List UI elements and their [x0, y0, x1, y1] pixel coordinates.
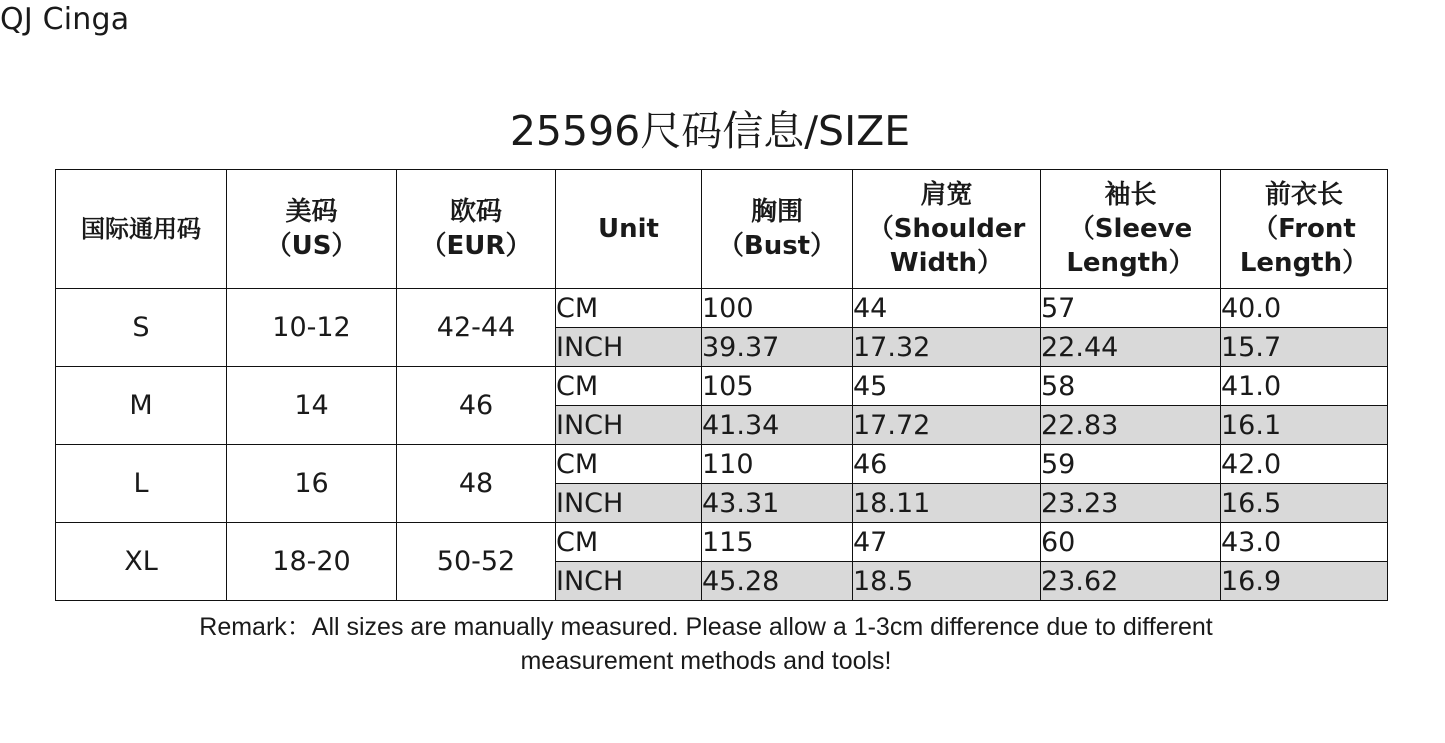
table-header-row: [56, 170, 1388, 289]
shoulder-cell: 18.5: [853, 562, 1041, 601]
sleeve-cell: 22.83: [1041, 406, 1221, 445]
header-bust: [702, 170, 853, 289]
shoulder-cell: 44: [853, 289, 1041, 328]
sleeve-cell: 23.62: [1041, 562, 1221, 601]
sleeve-cell: 23.23: [1041, 484, 1221, 523]
header-line: （Bust）: [717, 231, 837, 261]
sleeve-cell: 59: [1041, 445, 1221, 484]
sleeve-cell: 58: [1041, 367, 1221, 406]
unit-cell: CM: [556, 445, 702, 484]
page-title: 25596尺码信息/SIZE: [509, 107, 911, 155]
header-shoulder-width: [853, 170, 1041, 289]
eur-size-cell: 50-52: [397, 523, 556, 601]
eur-size-cell: 42-44: [397, 289, 556, 367]
front-length-cell: 16.1: [1221, 406, 1388, 445]
header-line: （Front: [1252, 214, 1356, 244]
eur-size-cell: 46: [397, 367, 556, 445]
remark-line: Remark：All sizes are manually measured. Please allow a 1-3cm difference due to different: [199, 613, 1213, 641]
header-front-length: [1221, 170, 1388, 289]
unit-cell: INCH: [556, 484, 702, 523]
header-line: Length）: [1239, 248, 1369, 278]
shoulder-cell: 46: [853, 445, 1041, 484]
sleeve-cell: 22.44: [1041, 328, 1221, 367]
header-line: 国际通用码: [81, 215, 201, 243]
sleeve-cell: 60: [1041, 523, 1221, 562]
table-row-cm: [56, 367, 1388, 406]
header-line: Width）: [889, 248, 1004, 278]
shoulder-cell: 47: [853, 523, 1041, 562]
front-length-cell: 42.0: [1221, 445, 1388, 484]
unit-cell: CM: [556, 523, 702, 562]
table-row-cm: [56, 445, 1388, 484]
header-line: 前衣长: [1264, 180, 1343, 210]
us-size-cell: 18-20: [227, 523, 397, 601]
header-line: 美码: [285, 197, 338, 227]
size-cell: L: [56, 445, 227, 523]
us-size-cell: 14: [227, 367, 397, 445]
front-length-cell: 16.5: [1221, 484, 1388, 523]
bust-cell: 39.37: [702, 328, 853, 367]
header-sleeve-length: [1041, 170, 1221, 289]
shoulder-cell: 18.11: [853, 484, 1041, 523]
table-row-cm: [56, 289, 1388, 328]
header-line: （Shoulder: [867, 214, 1026, 244]
shoulder-cell: 17.32: [853, 328, 1041, 367]
front-length-cell: 41.0: [1221, 367, 1388, 406]
shoulder-cell: 17.72: [853, 406, 1041, 445]
us-size-cell: 10-12: [227, 289, 397, 367]
table-row-cm: [56, 523, 1388, 562]
sleeve-cell: 57: [1041, 289, 1221, 328]
header-eur-size: [397, 170, 556, 289]
header-line: 肩宽: [920, 180, 973, 210]
header-line: （EUR）: [420, 231, 532, 261]
remark-note: [0, 610, 1412, 678]
header-us-size: [227, 170, 397, 289]
eur-size-cell: 48: [397, 445, 556, 523]
unit-cell: INCH: [556, 406, 702, 445]
remark-line: measurement methods and tools!: [520, 647, 892, 675]
header-line: 袖长: [1104, 180, 1157, 210]
header-unit: [556, 170, 702, 289]
unit-cell: INCH: [556, 328, 702, 367]
header-line: Unit: [598, 214, 659, 244]
unit-cell: CM: [556, 289, 702, 328]
bust-cell: 43.31: [702, 484, 853, 523]
header-line: （US）: [265, 231, 358, 261]
bust-cell: 45.28: [702, 562, 853, 601]
bust-cell: 115: [702, 523, 853, 562]
header-line: 胸围: [750, 197, 803, 227]
header-line: 欧码: [449, 197, 502, 227]
header-line: Length）: [1066, 248, 1195, 278]
size-table: [55, 169, 1388, 601]
bust-cell: 100: [702, 289, 853, 328]
unit-cell: INCH: [556, 562, 702, 601]
header-line: （Sleeve: [1068, 214, 1193, 244]
size-cell: M: [56, 367, 227, 445]
bust-cell: 41.34: [702, 406, 853, 445]
us-size-cell: 16: [227, 445, 397, 523]
bust-cell: 105: [702, 367, 853, 406]
size-cell: XL: [56, 523, 227, 601]
front-length-cell: 40.0: [1221, 289, 1388, 328]
shoulder-cell: 45: [853, 367, 1041, 406]
front-length-cell: 15.7: [1221, 328, 1388, 367]
front-length-cell: 16.9: [1221, 562, 1388, 601]
header-intl-size: [56, 170, 227, 289]
bust-cell: 110: [702, 445, 853, 484]
unit-cell: CM: [556, 367, 702, 406]
brand-name: QJ Cinga: [0, 2, 130, 37]
size-cell: S: [56, 289, 227, 367]
front-length-cell: 43.0: [1221, 523, 1388, 562]
